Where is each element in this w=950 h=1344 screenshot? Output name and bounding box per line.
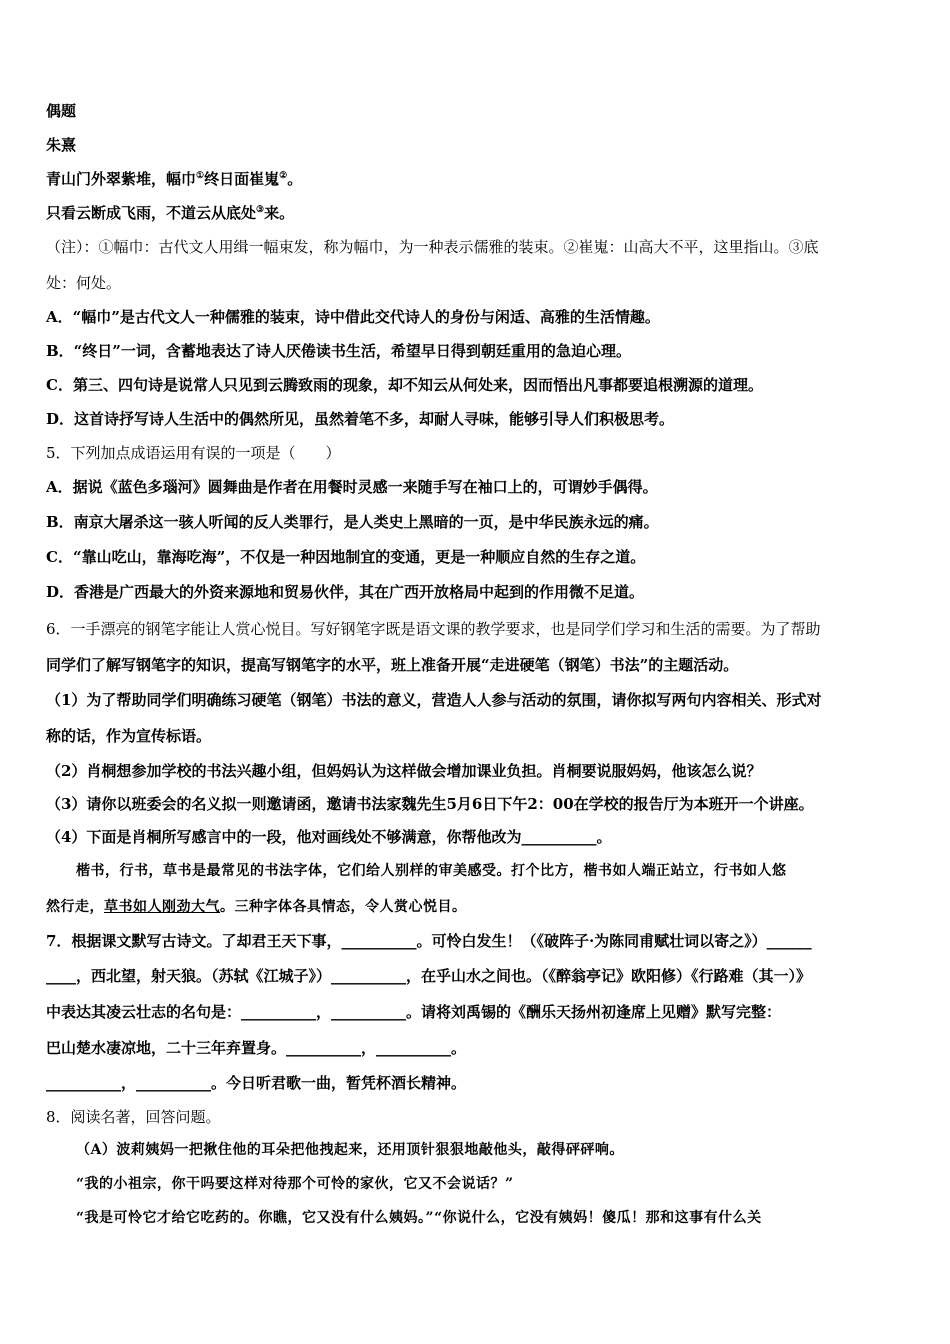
q8-passage-b: “我的小祖宗，你干吗要这样对待那个可怜的家伙，它又不会说话？”: [76, 1176, 514, 1192]
q8-stem: 8．阅读名著，回答问题。: [46, 1108, 221, 1126]
q5-option-d: D．香港是广西最大的外资来源地和贸易伙伴，其在广西开放格局中起到的作用微不足道。: [46, 583, 645, 601]
q5-stem: 5．下列加点成语运用有误的一项是（ ）: [46, 444, 341, 462]
poem-note-line-1: （注）：①幅巾：古代文人用缉一幅束发，称为幅巾，为一种表示儒雅的装束。②崔嵬：山高大不平，这里指山。③底: [46, 238, 819, 256]
q4-option-d: D．这首诗抒写诗人生活中的偶然所见，虽然着笔不多，却耐人寻味，能够引导人们积极思考。: [46, 410, 675, 428]
q7-line-5: __________，__________。今日听君歌一曲，暂凭杯酒长精神。: [46, 1074, 467, 1092]
q6-intro-line-1: 6．一手漂亮的钢笔字能让人赏心悦目。写好钢笔字既是语文课的教学要求，也是同学们学习和生活的需要。为了帮助: [46, 620, 821, 638]
q6-part-1-line-1: （1）为了帮助同学们明确练习硬笔（钢笔）书法的意义，营造人人参与活动的氛围，请你拟写两句内容相关、形式对: [46, 691, 822, 709]
q4-option-a: A．“幅巾”是古代文人一种儒雅的装束，诗中借此交代诗人的身份与闲适、高雅的生活情趣。: [46, 308, 660, 326]
q8-passage-a: （A）波莉姨妈一把揪住他的耳朵把他拽起来，还用顶针狠狠地敲他头，敲得砰砰响。: [76, 1142, 624, 1158]
q6-part-1-line-2: 称的话，作为宣传标语。: [46, 727, 212, 745]
q6-part-2: （2）肖桐想参加学校的书法兴趣小组，但妈妈认为这样做会增加课业负担。肖桐要说服妈妈，他该怎么说？: [46, 762, 762, 780]
q6-intro-line-2: 同学们了解写钢笔字的知识，提高写钢笔字的水平，班上准备开展“走进硬笔（钢笔）书法”的主题活动。: [46, 656, 739, 674]
q4-option-b: B．“终日”一词，含蓄地表达了诗人厌倦读书生活，希望早日得到朝廷重用的急迫心理。: [46, 342, 631, 360]
poem-line-2: 只看云断成飞雨，不道云从底处③来。: [46, 204, 295, 222]
q7-line-2: ____，西北望，射天狼。（苏轼《江城子》）__________，在乎山水之间也。（《醉翁亭记》欧阳修）《行路难（其一）》: [46, 967, 812, 985]
q8-passage-c: “我是可怜它才给它吃药的。你瞧，它又没有什么姨妈。”“你说什么，它没有姨妈！傻瓜！那和这事有什么关: [76, 1210, 762, 1226]
poem-title: 偶题: [46, 102, 77, 120]
q6-part-4: （4）下面是肖桐所写感言中的一段，他对画线处不够满意，你帮他改为__________。: [46, 828, 612, 846]
q5-option-a: A．据说《蓝色多瑙河》圆舞曲是作者在用餐时灵感一来随手写在袖口上的，可谓妙手偶得。: [46, 478, 658, 496]
q7-line-3: 中表达其凌云壮志的名句是：__________，__________。请将刘禹锡的《酬乐天扬州初逢席上见赠》默写完整：: [46, 1003, 782, 1021]
q5-option-b: B．南京大屠杀这一骇人听闻的反人类罪行，是人类史上黑暗的一页，是中华民族永远的痛。: [46, 513, 659, 531]
q7-line-1: 7．根据课文默写古诗文。了却君王天下事，__________。可怜白发生！（《破阵子·为陈同甫赋壮词以寄之》）______: [46, 932, 812, 950]
q7-line-4: 巴山楚水凄凉地，二十三年弃置身。__________，__________。: [46, 1039, 467, 1057]
q4-option-c: C．第三、四句诗是说常人只见到云腾致雨的现象，却不知云从何处来，因而悟出凡事都要追根溯源的道理。: [46, 376, 763, 394]
poem-author: 朱熹: [46, 136, 77, 154]
q6-passage-line-2: 然行走，草书如人刚劲大气。三种字体各具情态，令人赏心悦目。: [46, 899, 467, 915]
poem-line-1: 青山门外翠紫堆，幅巾①终日面崔嵬②。: [46, 170, 303, 188]
q6-passage-line-1: 楷书，行书，草书是最常见的书法字体，它们给人别样的审美感受。打个比方，楷书如人端正站立，行书如人悠: [76, 863, 787, 879]
poem-note-line-2: 处：何处。: [46, 274, 122, 292]
q6-part-3: （3）请你以班委会的名义拟一则邀请函，邀请书法家魏先生5月6日下午2：00在学校的报告厅为本班开一个讲座。: [46, 795, 814, 813]
q5-option-c: C．“靠山吃山，靠海吃海”，不仅是一种因地制宜的变通，更是一种顺应自然的生存之道。: [46, 548, 646, 566]
underlined-phrase: 草书如人刚劲大气: [104, 899, 220, 915]
